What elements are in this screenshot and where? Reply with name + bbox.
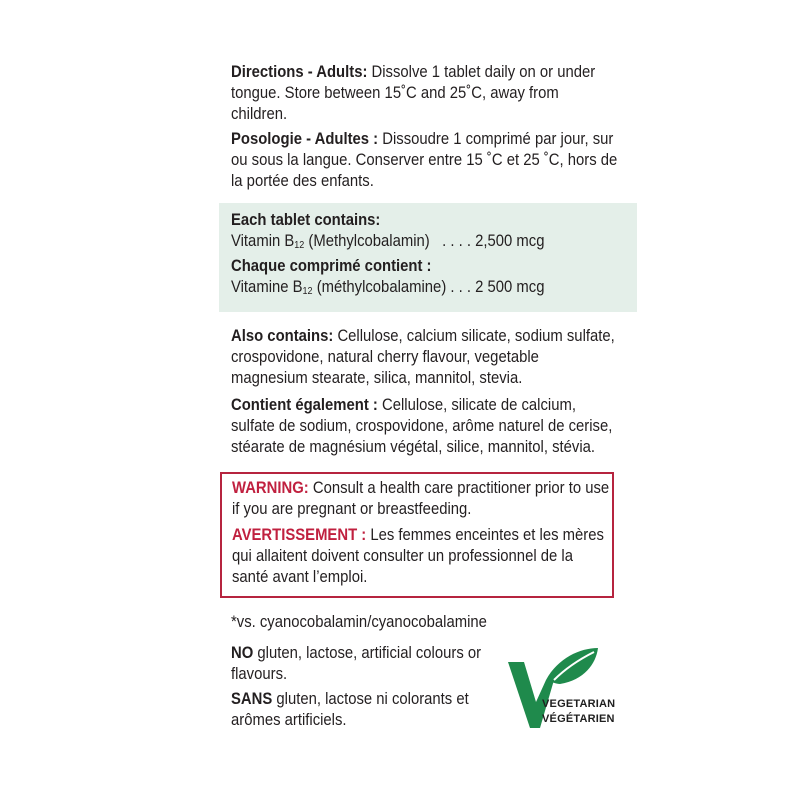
leaf-v-icon (498, 640, 623, 740)
warning-fr-label: AVERTISSEMENT : (232, 526, 367, 544)
tablet-fr-header: Chaque comprimé contient : (231, 257, 432, 275)
also-contains-fr-label: Contient également : (231, 396, 378, 414)
footnote-section (219, 612, 619, 633)
warning-box (220, 472, 614, 598)
tablet-en-header: Each tablet contains: (231, 211, 381, 229)
vegetarian-fr-text: VÉGÉTARIEN (542, 713, 615, 725)
vegetarian-logo (498, 640, 623, 740)
directions-en (231, 62, 618, 125)
footnote: *vs. cyanocobalamin/cyanocobalamine (231, 613, 487, 631)
also-contains-fr (231, 395, 618, 458)
claims-fr-label: SANS (231, 690, 273, 708)
tablet-contents-box (219, 203, 637, 312)
warning-en-label: WARNING: (232, 479, 309, 497)
warning-fr-text: Les femmes enceintes et les mères qui allaitent doivent consulter un professionnel de la santé avant l’emploi. (232, 526, 604, 586)
claims-fr (231, 689, 501, 731)
also-contains-en (231, 326, 618, 389)
claims-section (219, 643, 501, 731)
tablet-en-subscript: 12 (294, 240, 305, 251)
claims-en-label: NO (231, 644, 254, 662)
warning-fr (232, 525, 610, 588)
warning-en-text: Consult a health care practitioner prior to use if you are pregnant or breastfeeding. (232, 479, 610, 518)
directions-fr-label: Posologie - Adultes : (231, 130, 379, 148)
also-contains-section (219, 326, 619, 458)
directions-section (219, 62, 619, 192)
claims-en-text: gluten, lactose, artificial colours or flavours. (231, 644, 482, 683)
also-contains-fr-text: Cellulose, silicate de calcium, sulfate de sodium, crospovidone, arôme naturel de cerise, stéarate de magnésium végétal, silice, mannitol, stévia. (231, 396, 613, 456)
directions-fr (231, 129, 618, 192)
also-contains-en-text: Cellulose, calcium silicate, sodium sulfate, crospovidone, natural cherry flavour, vegetable magnesium stearate, silica, mannitol, stevia. (231, 327, 615, 387)
directions-en-text: Dissolve 1 tablet daily on or under tongue. Store between 15˚C and 25˚C, away from children. (231, 63, 596, 123)
claims-fr-text: gluten, lactose ni colorants et arômes artificiels. (231, 690, 469, 729)
vegetarian-en-text: VEGETARIAN (542, 698, 616, 710)
tablet-contents (231, 210, 618, 302)
tablet-en-detail: (Methylcobalamin) . . . . 2,500 mcg (304, 232, 545, 250)
directions-en-label: Directions - Adults: (231, 63, 368, 81)
tablet-en-vitamin: Vitamin B (231, 232, 295, 250)
tablet-en-row (231, 231, 618, 256)
warning-en (232, 478, 610, 520)
claims-en (231, 643, 501, 685)
also-contains-en-label: Also contains: (231, 327, 334, 345)
tablet-fr-row (231, 277, 618, 302)
tablet-fr-detail: (méthylcobalamine) . . . 2 500 mcg (312, 278, 545, 296)
tablet-fr-vitamin: Vitamine B (231, 278, 303, 296)
product-label (219, 62, 619, 731)
tablet-fr-subscript: 12 (302, 286, 313, 297)
directions-fr-text: Dissoudre 1 comprimé par jour, sur ou sous la langue. Conserver entre 15 ˚C et 25 ˚C, hors de la portée des enfants. (231, 130, 618, 190)
